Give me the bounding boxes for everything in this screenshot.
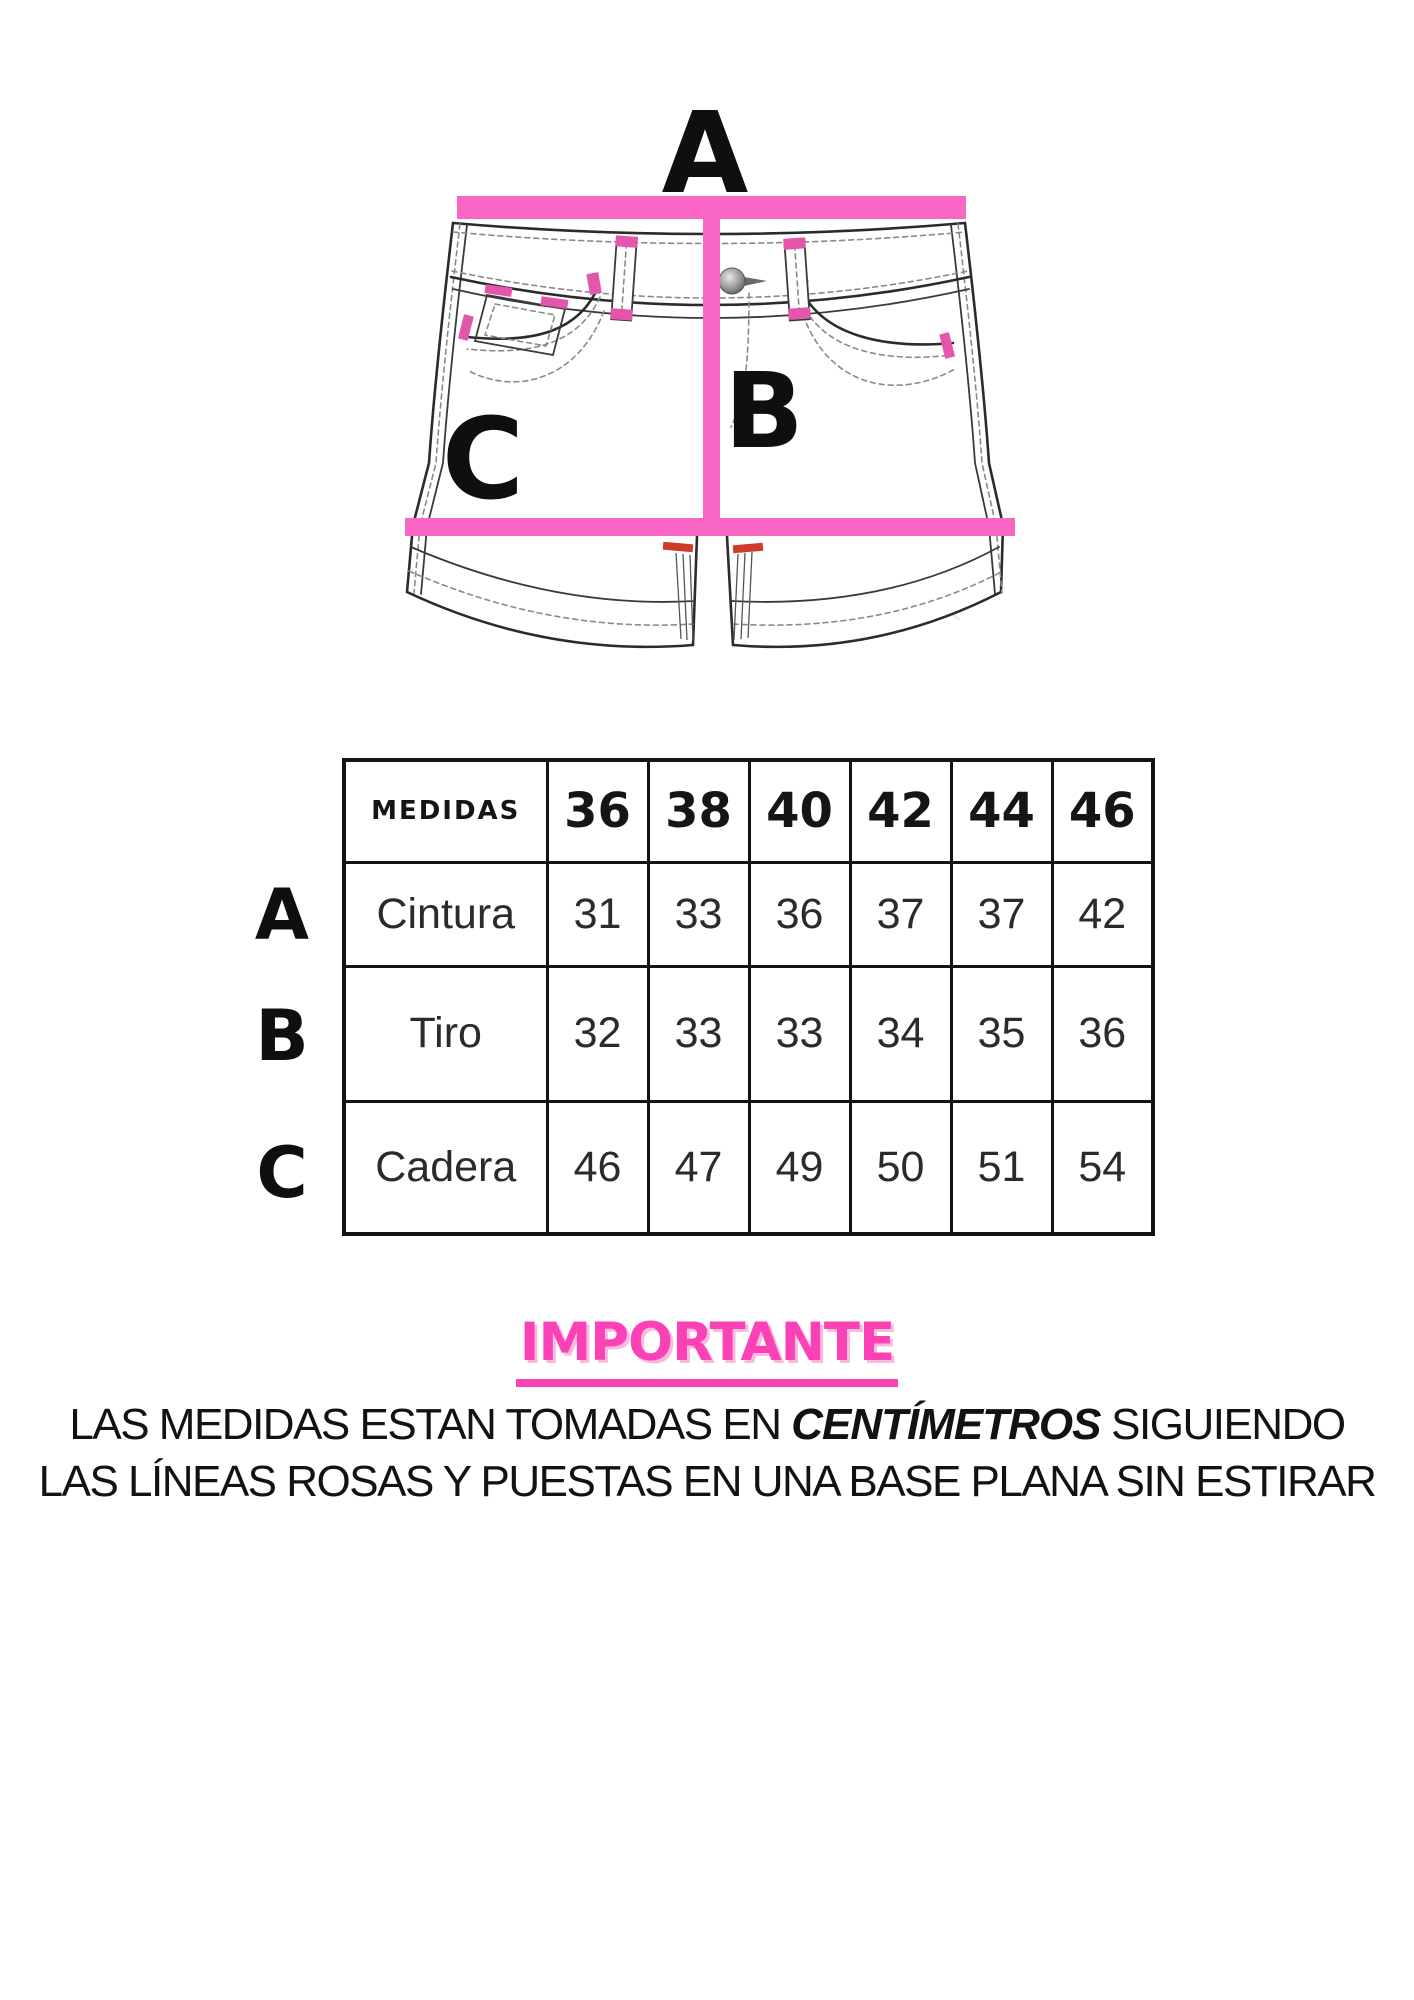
cell-tiro-38: 33: [648, 966, 749, 1101]
table-header-size-36: 36: [547, 760, 648, 862]
row-label-tiro: Tiro: [344, 966, 547, 1101]
notice-line-1: [0, 1396, 1414, 1453]
table-header-measures: MEDIDAS: [344, 760, 547, 862]
cell-tiro-40: 33: [749, 966, 850, 1101]
cell-cadera-36: 46: [547, 1101, 648, 1234]
cell-cadera-38: 47: [648, 1101, 749, 1234]
table-row-tiro: [344, 966, 1153, 1101]
cell-tiro-42: 34: [850, 966, 951, 1101]
diagram-label-a: A: [661, 95, 749, 219]
size-table: [342, 758, 1155, 1236]
cell-cintura-36: 31: [547, 862, 648, 966]
shorts-illustration: [395, 95, 1035, 655]
shorts-diagram: [395, 95, 1035, 655]
cell-cadera-44: 51: [951, 1101, 1052, 1234]
cell-cintura-42: 37: [850, 862, 951, 966]
table-header-size-38: 38: [648, 760, 749, 862]
notice-line1-prefix: LAS MEDIDAS ESTAN TOMADAS EN: [69, 1400, 792, 1449]
notice-line1-emphasis: CENTÍMETROS: [791, 1400, 1101, 1449]
row-label-cadera: Cadera: [344, 1101, 547, 1234]
notice-title-text: IMPORTANTE: [516, 1312, 899, 1387]
notice-line1-suffix: SIGUIENDO: [1100, 1400, 1345, 1449]
diagram-label-c: C: [441, 395, 525, 525]
cell-cintura-38: 33: [648, 862, 749, 966]
cell-cintura-46: 42: [1052, 862, 1153, 966]
cell-cadera-40: 49: [749, 1101, 850, 1234]
table-header-size-44: 44: [951, 760, 1052, 862]
table-header-row: [344, 760, 1153, 862]
notice-body: [0, 1396, 1414, 1510]
row-label-cintura: Cintura: [344, 862, 547, 966]
table-header-size-46: 46: [1052, 760, 1153, 862]
diagram-label-b: B: [724, 350, 804, 472]
table-row-cintura: [344, 862, 1153, 966]
cell-cintura-44: 37: [951, 862, 1052, 966]
table-header-size-42: 42: [850, 760, 951, 862]
notice-line-2: LAS LÍNEAS ROSAS Y PUESTAS EN UNA BASE PLANA SIN ESTIRAR: [38, 1457, 1376, 1506]
table-row-letter-a: A: [254, 874, 310, 956]
notice-title: [0, 1312, 1414, 1387]
cell-cadera-42: 50: [850, 1101, 951, 1234]
cell-cintura-40: 36: [749, 862, 850, 966]
table-row-letter-c: C: [256, 1132, 308, 1214]
cell-cadera-46: 54: [1052, 1101, 1153, 1234]
cell-tiro-36: 32: [547, 966, 648, 1101]
measurement-line-b: [703, 207, 720, 536]
table-row-letter-b: B: [255, 995, 309, 1077]
table-header-size-40: 40: [749, 760, 850, 862]
table-row-cadera: [344, 1101, 1153, 1234]
cell-tiro-44: 35: [951, 966, 1052, 1101]
cell-tiro-46: 36: [1052, 966, 1153, 1101]
